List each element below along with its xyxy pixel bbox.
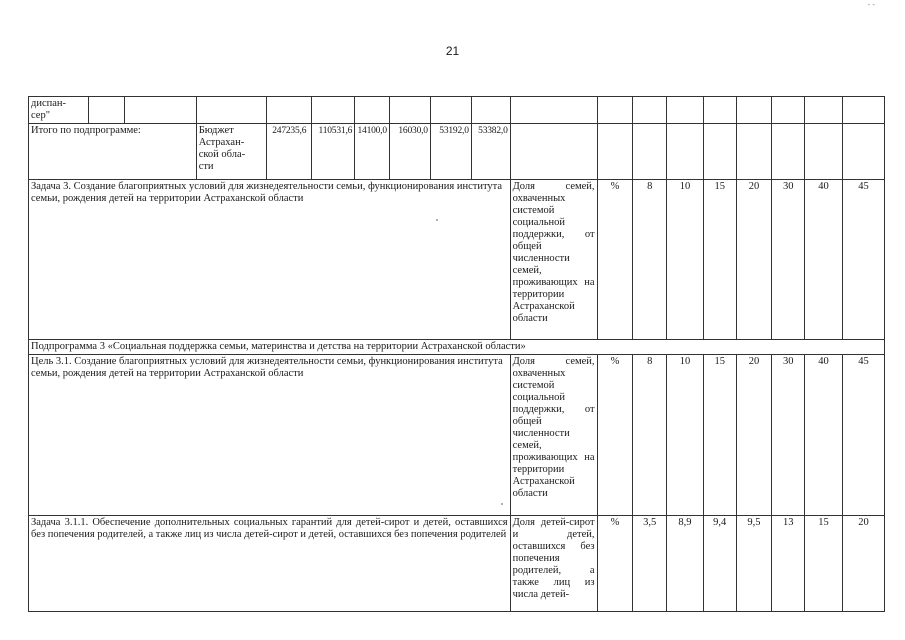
task-3-value: 15 bbox=[703, 180, 736, 340]
funding-source: Бюджет Астрахан- ской обла- сти bbox=[196, 124, 267, 180]
task-3-1-1-value: 3,5 bbox=[633, 516, 667, 612]
row-dispanser bbox=[29, 97, 885, 124]
empty-cell bbox=[736, 124, 772, 180]
empty-cell bbox=[471, 97, 510, 124]
empty-cell bbox=[430, 97, 471, 124]
empty-cell bbox=[842, 124, 884, 180]
task-3-1-1-value: 8,9 bbox=[667, 516, 704, 612]
empty-cell bbox=[842, 97, 884, 124]
task-3-value: 45 bbox=[842, 180, 884, 340]
task-3-1-1-unit: % bbox=[597, 516, 633, 612]
empty-cell bbox=[267, 97, 312, 124]
total-value-year: 53382,0 bbox=[471, 124, 510, 180]
goal-3-1-indicator: Доля семей, охваченных системой социальной поддержки, от общей численности семей, проживающих на территории Астраханской области bbox=[510, 355, 597, 516]
task-3-value: 10 bbox=[667, 180, 704, 340]
scan-speck bbox=[436, 219, 438, 221]
task-3-1-1-value: 20 bbox=[842, 516, 884, 612]
row-total bbox=[29, 124, 885, 180]
empty-cell bbox=[597, 124, 633, 180]
task-3-value: 30 bbox=[772, 180, 805, 340]
goal-3-1-value: 40 bbox=[805, 355, 843, 516]
task-3-value: 20 bbox=[736, 180, 772, 340]
goal-3-1-value: 30 bbox=[772, 355, 805, 516]
corner-mark: - - bbox=[867, 0, 875, 9]
total-value-year: 14100,0 bbox=[355, 124, 390, 180]
task-3-value: 40 bbox=[805, 180, 843, 340]
empty-cell bbox=[355, 97, 390, 124]
empty-cell bbox=[736, 97, 772, 124]
empty-cell bbox=[805, 97, 843, 124]
empty-cell bbox=[667, 124, 704, 180]
task-3-1-1-value: 9,4 bbox=[703, 516, 736, 612]
goal-3-1-value: 20 bbox=[736, 355, 772, 516]
empty-cell bbox=[196, 97, 267, 124]
empty-cell bbox=[510, 124, 597, 180]
row-subprogram-3 bbox=[29, 340, 885, 355]
cell-dispanser-name: диспан- сер" bbox=[29, 97, 89, 124]
task-3-value: 8 bbox=[633, 180, 667, 340]
empty-cell bbox=[125, 97, 197, 124]
empty-cell bbox=[89, 97, 125, 124]
task-3-1-1-value: 13 bbox=[772, 516, 805, 612]
empty-cell bbox=[703, 97, 736, 124]
goal-3-1-value: 15 bbox=[703, 355, 736, 516]
total-label: Итого по подпрограмме: bbox=[29, 124, 197, 180]
page-number: 21 bbox=[445, 44, 460, 58]
total-value-year: 53192,0 bbox=[430, 124, 471, 180]
task-3-1-1-indicator: Доля детей-сирот и детей, оставшихся без попечения родителей, а также лиц из числа детей- bbox=[510, 516, 597, 612]
goal-3-1-text: Цель 3.1. Создание благоприятных условий для жизнедеятельности семьи, функционирования института семьи, рождения детей на территории Астраханской области bbox=[29, 355, 511, 516]
goal-3-1-unit: % bbox=[597, 355, 633, 516]
row-goal-3-1 bbox=[29, 355, 885, 516]
task-3-1-1-text: Задача 3.1.1. Обеспечение дополнительных социальных гарантий для детей-сирот и детей, оставшихся без попечения родителей, а также лиц из числа детей-сирот и детей, оставшихся без попечения родителей bbox=[29, 516, 511, 612]
task-3-1-1-value: 15 bbox=[805, 516, 843, 612]
task-3-unit: % bbox=[597, 180, 633, 340]
empty-cell bbox=[703, 124, 736, 180]
empty-cell bbox=[805, 124, 843, 180]
total-value-sum: 247235,6 bbox=[267, 124, 312, 180]
empty-cell bbox=[312, 97, 355, 124]
task-3-1-1-value: 9,5 bbox=[736, 516, 772, 612]
empty-cell bbox=[772, 124, 805, 180]
empty-cell bbox=[510, 97, 597, 124]
row-task-3-1-1 bbox=[29, 516, 885, 612]
empty-cell bbox=[633, 97, 667, 124]
empty-cell bbox=[633, 124, 667, 180]
goal-3-1-value: 45 bbox=[842, 355, 884, 516]
total-value-year: 110531,6 bbox=[312, 124, 355, 180]
empty-cell bbox=[597, 97, 633, 124]
row-task-3 bbox=[29, 180, 885, 340]
empty-cell bbox=[772, 97, 805, 124]
empty-cell bbox=[667, 97, 704, 124]
subprogram-3-title: Подпрограмма 3 «Социальная поддержка семьи, материнства и детства на территории Астраханской области» bbox=[29, 340, 885, 355]
task-3-indicator: Доля семей, охваченных системой социальной поддержки, от общей численности семей, проживающих на территории Астраханской области bbox=[510, 180, 597, 340]
goal-3-1-value: 10 bbox=[667, 355, 704, 516]
program-table bbox=[28, 96, 885, 612]
task-3-text: Задача 3. Создание благоприятных условий для жизнедеятельности семьи, функционирования института семьи, рождения детей на территории Астраханской области bbox=[29, 180, 511, 340]
scan-speck bbox=[501, 503, 503, 505]
goal-3-1-value: 8 bbox=[633, 355, 667, 516]
total-value-year: 16030,0 bbox=[389, 124, 430, 180]
empty-cell bbox=[389, 97, 430, 124]
